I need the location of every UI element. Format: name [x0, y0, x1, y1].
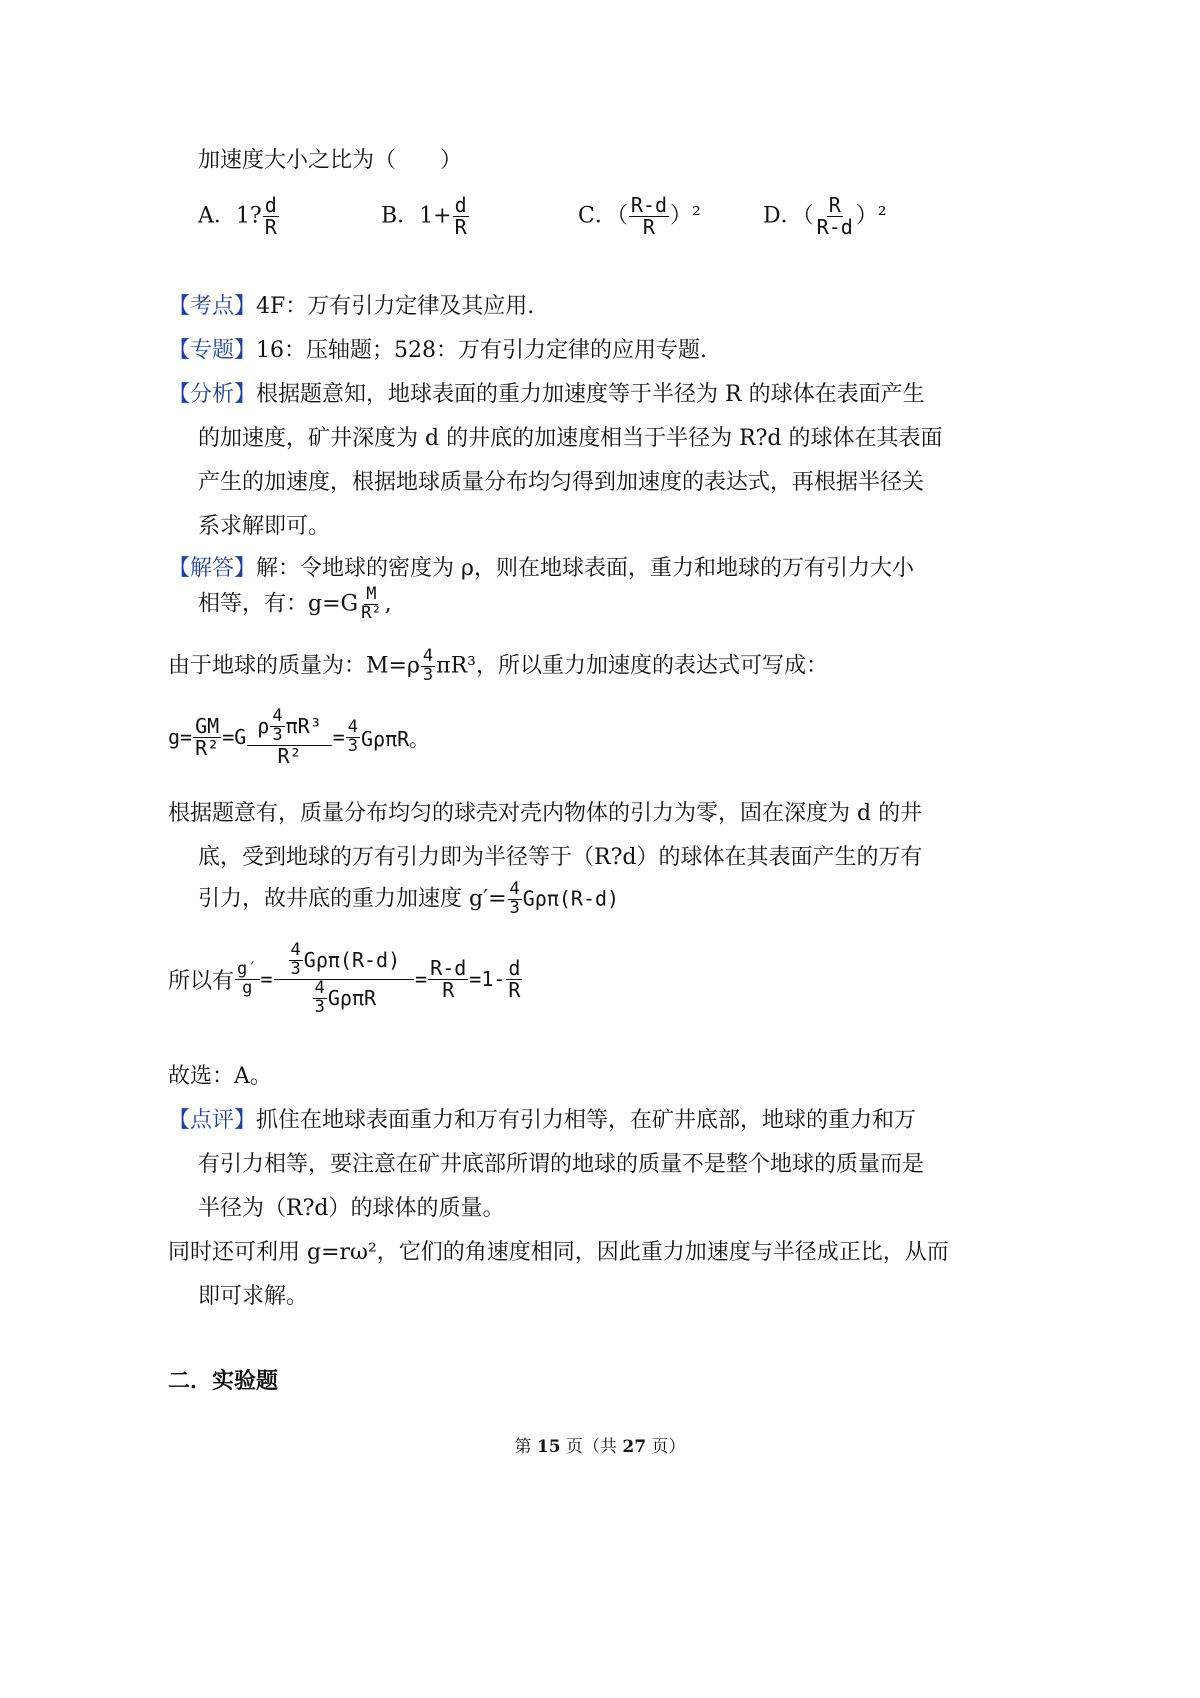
- fraction-denominator: R-d: [816, 215, 853, 239]
- formula-text: =G: [222, 725, 247, 750]
- page-number: 15: [536, 1437, 561, 1457]
- fraction-numerator: d: [454, 193, 467, 217]
- ratio-formula: [168, 942, 523, 1016]
- formula-fraction: [508, 881, 522, 918]
- fraction-denominator: R: [642, 215, 655, 239]
- footer-text: 第: [514, 1437, 537, 1457]
- fraction-denominator: g: [242, 977, 253, 998]
- dianping-tag: 【点评】: [168, 1108, 257, 1133]
- formula-text: ,: [384, 591, 392, 617]
- question-text: 加速度大小之比为（ ）: [198, 148, 463, 173]
- fraction-denominator: R: [264, 215, 277, 239]
- fenxi-tag: 【分析】: [168, 382, 257, 407]
- genju-line-3: [198, 881, 619, 918]
- fenxi-text: 根据题意知，地球表面的重力加速度等于半径为 R 的球体在表面产生: [256, 382, 925, 407]
- fraction-denominator: R: [442, 977, 455, 1002]
- jieda-text: 解：令地球的密度为 ρ，则在地球表面，重力和地球的万有引力大小: [256, 556, 914, 581]
- fraction-numerator: g′: [237, 958, 258, 979]
- formula-text: 引力，故井底的重力加速度 g′=: [198, 886, 507, 912]
- fraction-numerator: 4: [347, 717, 358, 737]
- fraction-numerator: R: [828, 193, 841, 217]
- section-heading: 二．实验题: [168, 1369, 279, 1394]
- option-label: A．: [198, 203, 236, 229]
- formula-text: Gρπ(R-d): [303, 947, 401, 972]
- formula-text: πR³: [285, 713, 322, 738]
- formula-text: =: [260, 967, 273, 992]
- option-suffix: ）²: [669, 203, 701, 229]
- formula-text: =: [332, 725, 345, 750]
- formula-text: =1-: [469, 967, 506, 992]
- option-label: C．: [578, 203, 617, 229]
- dianping-line-3: 半径为（R?d）的球体的质量。: [198, 1196, 505, 1221]
- dianping-line-2: 有引力相等，要注意在矿井底部所谓的地球的质量不是整个地球的质量而是: [198, 1152, 925, 1177]
- option-prefix: （: [616, 203, 628, 229]
- option-label: D．: [763, 203, 803, 229]
- zhuanti-tag: 【专题】: [168, 338, 257, 363]
- formula-fraction: [270, 708, 284, 745]
- option-fraction: [453, 195, 469, 238]
- option-b: [381, 195, 470, 238]
- option-fraction: [629, 195, 669, 238]
- fraction-numerator: 4: [290, 940, 301, 960]
- page-footer: [0, 1432, 1200, 1457]
- fraction-numerator: R-d: [430, 955, 467, 980]
- fenxi-line-1: [168, 377, 925, 408]
- formula-fraction: [428, 955, 468, 1002]
- kaodian-tag: 【考点】: [168, 294, 257, 319]
- fraction-denominator: 3: [347, 735, 358, 756]
- formula-fraction: [421, 648, 435, 685]
- formula-fraction: [346, 719, 360, 756]
- option-c: [578, 195, 701, 238]
- tongshi-line-1: 同时还可利用 g=rω²，它们的角速度相同，因此重力加速度与半径成正比，从而: [168, 1240, 949, 1265]
- fraction-denominator: [310, 977, 378, 1017]
- fraction-numerator: [247, 708, 331, 746]
- fenxi-line-4: 系求解即可。: [198, 514, 331, 539]
- fraction-numerator: 4: [272, 706, 283, 726]
- formula-fraction: [235, 958, 259, 998]
- fraction-numerator: 4: [314, 977, 325, 998]
- g-formula: [168, 708, 429, 767]
- dianping-text: 抓住在地球表面重力和万有引力相等，在矿井底部，地球的重力和万: [256, 1108, 917, 1133]
- fraction-denominator: R: [508, 977, 521, 1002]
- fenxi-line-3: 产生的加速度，根据地球质量分布均匀得到加速度的表达式，再根据半径关: [198, 470, 925, 495]
- fraction-numerator: 4: [422, 646, 434, 666]
- formula-text: GρπR。: [361, 726, 430, 751]
- answer-line: 故选：A。: [168, 1064, 272, 1089]
- option-label: B．: [381, 203, 420, 229]
- option-fraction: [815, 195, 855, 238]
- tongshi-line-2: 即可求解。: [198, 1284, 309, 1309]
- footer-text: 页（共: [560, 1437, 623, 1457]
- formula-text: 所以有: [168, 968, 235, 994]
- formula-fraction: [274, 942, 415, 1016]
- formula-fraction: [506, 955, 522, 1002]
- formula-text: =: [415, 967, 428, 992]
- option-fraction: [263, 195, 279, 238]
- option-prefix: 1+: [419, 203, 452, 229]
- fraction-denominator: 3: [509, 897, 520, 918]
- kaodian-line: [168, 289, 534, 320]
- fraction-denominator: 3: [422, 664, 434, 685]
- mass-line: [168, 648, 828, 685]
- formula-fraction: [247, 708, 331, 767]
- fraction-numerator: d: [264, 193, 277, 217]
- fraction-denominator: 3: [272, 724, 283, 745]
- formula-text: GρπR: [327, 985, 377, 1010]
- formula-text: Gρπ(R-d): [522, 886, 620, 911]
- kaodian-text: 4F：万有引力定律及其应用.: [256, 294, 535, 319]
- fraction-denominator: 3: [314, 996, 325, 1017]
- fraction-denominator: R²: [361, 602, 382, 623]
- fraction-numerator: GM: [195, 713, 220, 738]
- formula-text: 由于地球的质量为：M=ρ: [168, 653, 420, 679]
- formula-text: 相等，有：g=G: [198, 591, 359, 617]
- jieda-tag: 【解答】: [168, 556, 257, 581]
- fraction-numerator: [274, 942, 415, 980]
- option-prefix: （: [802, 203, 814, 229]
- zhuanti-line: [168, 333, 707, 364]
- genju-line-2: 底，受到地球的万有引力即为半径等于（R?d）的球体在其表面产生的万有: [198, 845, 923, 870]
- formula-text: ρ: [257, 713, 270, 738]
- jieda-line-2: [198, 586, 392, 623]
- fraction-denominator: 3: [290, 958, 301, 979]
- total-pages: 27: [622, 1437, 647, 1457]
- dianping-line-1: [168, 1103, 916, 1134]
- formula-fraction: [313, 977, 327, 1017]
- fraction-denominator: R²: [195, 735, 220, 760]
- fraction-numerator: M: [366, 584, 377, 604]
- fraction-denominator: R²: [277, 743, 302, 768]
- option-suffix: ）²: [855, 203, 887, 229]
- formula-fraction: [193, 713, 221, 760]
- formula-text: g=: [168, 725, 193, 750]
- option-a: [198, 195, 280, 238]
- formula-fraction: [359, 586, 383, 623]
- formula-fraction: [289, 942, 303, 979]
- fraction-numerator: R-d: [630, 193, 667, 217]
- fraction-numerator: d: [508, 955, 521, 980]
- fraction-denominator: R: [454, 215, 467, 239]
- option-d: [763, 195, 887, 238]
- formula-text: πR³，所以重力加速度的表达式可写成：: [436, 653, 829, 679]
- option-prefix: 1?: [235, 203, 262, 229]
- jieda-line-1: [168, 551, 914, 582]
- genju-line-1: 根据题意有，质量分布均匀的球壳对壳内物体的引力为零，固在深度为 d 的井: [168, 801, 923, 826]
- footer-text: 页）: [646, 1437, 686, 1457]
- fraction-numerator: 4: [509, 879, 520, 899]
- fenxi-line-2: 的加速度，矿井深度为 d 的井底的加速度相当于半径为 R?d 的球体在其表面: [198, 426, 943, 451]
- zhuanti-text: 16：压轴题；528：万有引力定律的应用专题.: [256, 338, 707, 363]
